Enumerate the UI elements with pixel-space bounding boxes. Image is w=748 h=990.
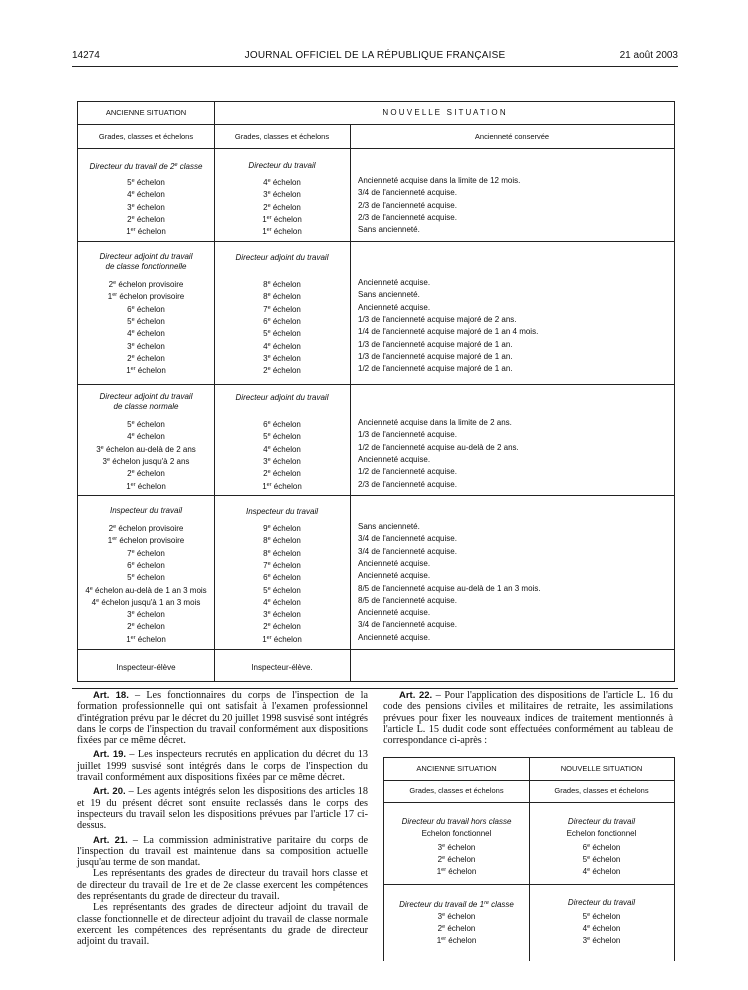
anciennete-cell: 1/3 de l'ancienneté acquise majoré de 1 an. xyxy=(358,339,513,349)
old-grade-title: Directeur adjoint du travail xyxy=(99,252,193,261)
old-echelon-cell: 2e échelon provisoire xyxy=(108,524,184,533)
article-22 xyxy=(383,690,673,746)
new-echelon-cell: 1er échelon xyxy=(262,481,302,491)
header-ancienne-situation: ANCIENNE SITUATION xyxy=(105,108,187,117)
new-echelon-cell: 6e échelon xyxy=(582,843,621,852)
old-echelon-cell: 7e échelon xyxy=(127,548,165,558)
new-echelon-cell: 3e échelon xyxy=(263,610,301,620)
new-echelon-cell: 4e échelon xyxy=(263,341,301,351)
article-text: Les représentants des grades de directeur adjoint du travail de classe fonctionnelle et de directeur adjoint du travail de classe normale exercent les compétences des représentants du grade de directeur adjoint du travail. xyxy=(77,902,368,948)
old-grade-title: de classe fonctionnelle xyxy=(105,262,187,271)
old-echelon-cell: 2e échelon xyxy=(437,924,476,933)
new-echelon-cell: 2e échelon xyxy=(263,366,301,376)
old-echelon-cell: 2e échelon xyxy=(127,622,165,632)
header-nouvelle-situation: N O U V E L L E S I T U A T I O N xyxy=(382,108,506,117)
new-echelon-cell: 3e échelon xyxy=(263,353,301,363)
old-echelon-cell: 3e échelon xyxy=(437,912,476,921)
new-grade-title: Directeur adjoint du travail xyxy=(235,253,329,262)
article-text: – Les agents intégrés selon les dispositions des articles 18 et 19 du présent décret sont ensuite reclassés dans le corps des inspecteurs du travail selon les dispositions prévues par l'article 17 ci-dessus. xyxy=(77,786,368,832)
old-echelon-cell: 3e échelon xyxy=(127,202,165,212)
anciennete-cell: 2/3 de l'ancienneté acquise. xyxy=(358,200,457,210)
old-echelon-cell: 4e échelon xyxy=(127,190,165,200)
old-grade-title: Directeur du travail de 1re classe xyxy=(399,900,514,909)
header-grades-new: Grades, classes et échelons xyxy=(234,132,330,141)
old-echelon-cell: 5e échelon xyxy=(127,178,165,187)
separator-rule xyxy=(72,688,678,689)
anciennete-cell: 1/4 de l'ancienneté acquise majoré de 1 an 4 mois. xyxy=(358,327,539,337)
old-echelon-cell: 1er échelon xyxy=(126,481,166,491)
old-grade-title: Inspecteur du travail xyxy=(109,506,183,515)
anciennete-cell: 1/2 de l'ancienneté acquise. xyxy=(358,467,457,477)
new-echelon-cell: 5e échelon xyxy=(263,432,301,442)
old-echelon-cell: 4e échelon xyxy=(127,432,165,442)
anciennete-cell: Ancienneté acquise. xyxy=(358,302,431,312)
anciennete-cell: 3/4 de l'ancienneté acquise. xyxy=(358,546,457,556)
correspondence-table xyxy=(77,101,675,682)
row-divider xyxy=(78,649,674,650)
new-echelon-cell: 4e échelon xyxy=(582,867,621,876)
old-echelon-cell: Echelon fonctionnel xyxy=(421,829,492,838)
article-continuation xyxy=(77,902,368,947)
anciennete-cell: 8/5 de l'ancienneté acquise. xyxy=(358,595,457,605)
new-echelon-cell: 4e échelon xyxy=(582,924,621,933)
old-echelon-cell: 2e échelon xyxy=(127,214,165,224)
new-echelon-cell: 6e échelon xyxy=(263,573,301,583)
header-nouvelle-situation: NOUVELLE SITUATION xyxy=(560,764,643,773)
anciennete-cell: Ancienneté acquise. xyxy=(358,608,431,618)
new-echelon-cell: 4e échelon xyxy=(263,444,301,454)
anciennete-cell: 1/3 de l'ancienneté acquise majoré de 2 ans. xyxy=(358,314,517,324)
publication-date: 21 août 2003 xyxy=(619,50,678,61)
new-grade-title: Inspecteur du travail xyxy=(245,507,319,516)
old-echelon-cell: 5e échelon xyxy=(127,420,165,429)
old-echelon-cell: 3e échelon xyxy=(127,610,165,620)
anciennete-cell: Sans ancienneté. xyxy=(358,522,420,531)
anciennete-cell: Sans ancienneté. xyxy=(358,225,420,235)
old-grade-title: Directeur du travail de 2e classe xyxy=(89,162,203,171)
article-paragraph xyxy=(77,835,368,869)
anciennete-cell: 1/3 de l'ancienneté acquise majoré de 1 an. xyxy=(358,351,513,361)
old-echelon-cell: 2e échelon xyxy=(127,353,165,363)
anciennete-cell: Ancienneté acquise. xyxy=(358,454,431,464)
new-echelon-cell: 6e échelon xyxy=(263,420,301,429)
new-grade-title: Directeur du travail xyxy=(567,898,636,907)
article-text: Les représentants des grades de directeur du travail hors classe et de directeur du travail de 1re et de 2e classe exercent les compétences des représentants du grade de directeur du travail. xyxy=(77,868,368,903)
anciennete-cell: 1/2 de l'ancienneté acquise majoré de 1 an. xyxy=(358,364,513,374)
header-grades-old: Grades, classes et échelons xyxy=(98,132,194,141)
old-echelon-cell: 1er échelon xyxy=(436,867,477,876)
new-echelon-cell: Echelon fonctionnel xyxy=(566,829,637,838)
anciennete-cell: 1/3 de l'ancienneté acquise. xyxy=(358,430,457,440)
articles-left-column xyxy=(77,690,368,948)
new-echelon-cell: 5e échelon xyxy=(263,329,301,339)
article-number: Art. 22. xyxy=(399,690,433,701)
new-grade-title: Directeur du travail xyxy=(567,817,636,826)
article-text: – Les inspecteurs recrutés en application du décret du 13 juillet 1999 susvisé sont intégrés dans le corps de l'inspection du travail conformément aux dispositions fixées par ce même décret. xyxy=(77,749,368,784)
anciennete-cell: Sans ancienneté. xyxy=(358,290,420,300)
new-echelon-cell: 1er échelon xyxy=(262,634,302,644)
new-grade-title: Directeur du travail xyxy=(248,161,316,170)
anciennete-cell: 3/4 de l'ancienneté acquise. xyxy=(358,534,457,544)
new-echelon-cell: 9e échelon xyxy=(263,524,301,533)
old-echelon-cell: 5e échelon xyxy=(127,573,165,583)
row-divider xyxy=(384,884,674,885)
new-echelon-cell: 4e échelon xyxy=(263,178,301,187)
new-echelon-cell: 1er échelon xyxy=(262,214,302,224)
header-rule xyxy=(72,66,678,67)
old-echelon-cell: 4e échelon au-delà de 1 an 3 mois xyxy=(85,585,207,595)
old-echelon-cell: 3e échelon au-delà de 2 ans xyxy=(96,444,196,454)
old-echelon-cell: 1er échelon xyxy=(126,366,166,376)
old-grade-title: de classe normale xyxy=(113,402,179,411)
anciennete-cell: Ancienneté acquise. xyxy=(358,278,431,287)
header-grades-new: Grades, classes et échelons xyxy=(554,786,649,795)
old-echelon-cell: 1er échelon xyxy=(436,936,477,945)
header-ancienne-situation: ANCIENNE SITUATION xyxy=(416,764,497,773)
anciennete-cell: 3/4 de l'ancienneté acquise. xyxy=(358,188,457,198)
new-echelon-cell: 2e échelon xyxy=(263,202,301,212)
old-echelon-cell: 3e échelon xyxy=(437,843,476,852)
new-echelon-cell: 5e échelon xyxy=(263,585,301,595)
old-echelon-cell: 4e échelon xyxy=(127,329,165,339)
old-echelon-cell: 1er échelon xyxy=(126,634,166,644)
new-echelon-cell: 3e échelon xyxy=(582,936,621,945)
last-row-old: Inspecteur-élève xyxy=(116,663,176,672)
anciennete-cell: 2/3 de l'ancienneté acquise. xyxy=(358,212,457,222)
last-row-new: Inspecteur-élève. xyxy=(251,663,313,672)
new-echelon-cell: 2e échelon xyxy=(263,622,301,632)
anciennete-cell: Ancienneté acquise. xyxy=(358,558,431,568)
article-number: Art. 21. xyxy=(93,834,128,846)
old-echelon-cell: 4e échelon jusqu'à 1 an 3 mois xyxy=(91,597,201,607)
new-echelon-cell: 8e échelon xyxy=(263,292,301,302)
pension-correspondence-table xyxy=(383,757,675,961)
row-divider xyxy=(78,124,674,125)
column-divider xyxy=(350,124,351,681)
new-echelon-cell: 4e échelon xyxy=(263,597,301,607)
row-divider xyxy=(78,384,674,385)
page-header xyxy=(72,50,678,64)
old-echelon-cell: 1er échelon provisoire xyxy=(107,292,185,302)
new-echelon-cell: 3e échelon xyxy=(263,456,301,466)
row-divider xyxy=(384,780,674,781)
new-echelon-cell: 7e échelon xyxy=(263,560,301,570)
anciennete-cell: Ancienneté acquise. xyxy=(358,632,431,642)
old-grade-title: Directeur du travail hors classe xyxy=(401,817,512,826)
header-anciennete: Ancienneté conservée xyxy=(474,132,550,141)
article-paragraph xyxy=(77,786,368,831)
journal-title: JOURNAL OFFICIEL DE LA RÉPUBLIQUE FRANÇAISE xyxy=(244,50,506,61)
old-echelon-cell: 1er échelon xyxy=(126,227,166,237)
article-continuation xyxy=(77,868,368,902)
article-paragraph xyxy=(77,690,368,746)
new-echelon-cell: 1er échelon xyxy=(262,227,302,237)
old-grade-title: Directeur adjoint du travail xyxy=(99,392,193,401)
new-echelon-cell: 3e échelon xyxy=(263,190,301,200)
new-echelon-cell: 5e échelon xyxy=(582,855,621,864)
header-grades-old: Grades, classes et échelons xyxy=(409,786,504,795)
article-number: Art. 20. xyxy=(93,786,126,798)
row-divider xyxy=(78,241,674,242)
new-echelon-cell: 5e échelon xyxy=(582,912,621,921)
old-echelon-cell: 2e échelon xyxy=(437,855,476,864)
old-echelon-cell: 3e échelon xyxy=(127,341,165,351)
new-echelon-cell: 8e échelon xyxy=(263,548,301,558)
anciennete-cell: 1/2 de l'ancienneté acquise au-delà de 2 ans. xyxy=(358,442,519,452)
article-number: Art. 19. xyxy=(93,749,127,761)
new-echelon-cell: 2e échelon xyxy=(263,469,301,479)
article-text: – Les fonctionnaires du corps de l'inspection de la formation professionnelle qui ont satisfait à l'examen professionnel d'intégration prévu par le décret du 20 juillet 1998 susvisé sont intégrés dans le corps de l'inspection du travail conformément aux dispositions fixées par ce même décret. xyxy=(77,690,368,747)
page-number: 14274 xyxy=(72,50,100,61)
old-echelon-cell: 6e échelon xyxy=(127,304,165,314)
anciennete-cell: 3/4 de l'ancienneté acquise. xyxy=(358,620,457,630)
old-echelon-cell: 1er échelon provisoire xyxy=(107,536,185,546)
old-echelon-cell: 5e échelon xyxy=(127,316,165,326)
new-echelon-cell: 8e échelon xyxy=(263,280,301,289)
row-divider xyxy=(384,802,674,803)
article-number: Art. 18. xyxy=(93,690,129,701)
new-grade-title: Directeur adjoint du travail xyxy=(235,393,329,402)
article-paragraph xyxy=(77,749,368,783)
new-echelon-cell: 8e échelon xyxy=(263,536,301,546)
old-echelon-cell: 2e échelon xyxy=(127,469,165,479)
anciennete-cell: 2/3 de l'ancienneté acquise. xyxy=(358,479,457,489)
anciennete-cell: Ancienneté acquise dans la limite de 2 ans. xyxy=(358,418,512,427)
old-echelon-cell: 6e échelon xyxy=(127,560,165,570)
new-echelon-cell: 7e échelon xyxy=(263,304,301,314)
row-divider xyxy=(78,495,674,496)
article-text: – La commission administrative paritaire du corps de l'inspection du travail est maintenue dans sa composition actuelle jusqu'au terme de son mandat. xyxy=(77,834,368,869)
new-echelon-cell: 6e échelon xyxy=(263,316,301,326)
anciennete-cell: Ancienneté acquise dans la limite de 12 mois. xyxy=(358,176,521,185)
anciennete-cell: Ancienneté acquise. xyxy=(358,571,431,581)
row-divider xyxy=(78,148,674,149)
article-text: – Pour l'application des dispositions de l'article L. 16 du code des pensions civiles et militaires de retraite, les assimilations prévues pour fixer les nouveaux indices de traitement mentionnés à l'article L. 15 dudit code sont effectuées conformément au tableau de correspondance ci-après : xyxy=(383,690,673,747)
anciennete-cell: 8/5 de l'ancienneté acquise au-delà de 1 an 3 mois. xyxy=(358,583,541,593)
old-echelon-cell: 3e échelon jusqu'à 2 ans xyxy=(102,456,190,466)
old-echelon-cell: 2e échelon provisoire xyxy=(108,280,184,289)
